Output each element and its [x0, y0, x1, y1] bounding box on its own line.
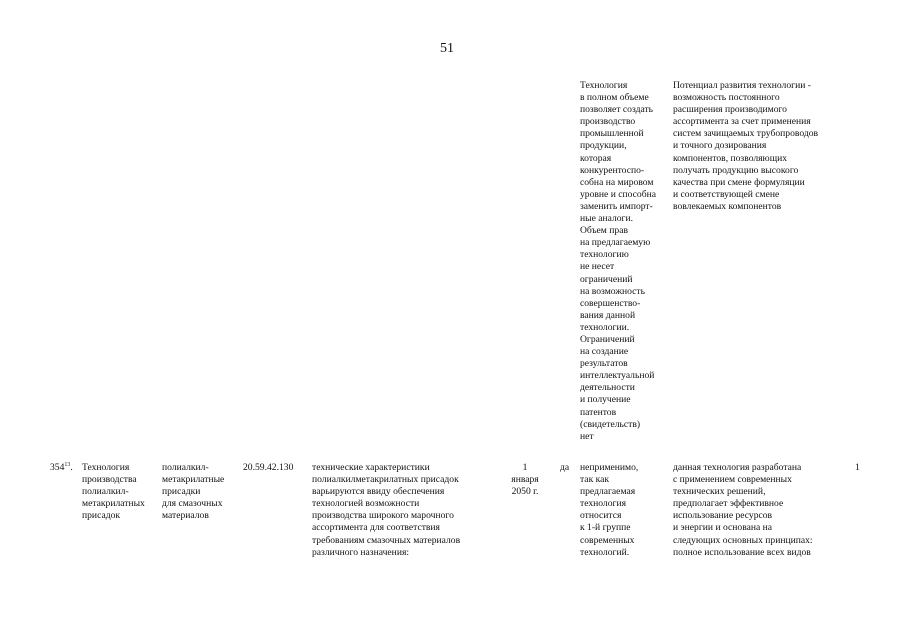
- text-line: 1: [522, 462, 528, 473]
- text-line: ассортимента для соответствия: [312, 522, 440, 534]
- group-cell: [855, 462, 860, 474]
- product-code-cell: [243, 462, 293, 474]
- text-line: интеллектуальной: [580, 370, 655, 382]
- row-number-suffix: .: [70, 462, 73, 473]
- text-line: варьируются ввиду обеспечения: [312, 486, 445, 498]
- text-line: для смазочных: [162, 498, 223, 510]
- text-line: неприменимо,: [580, 462, 639, 473]
- text-line: нет: [580, 430, 594, 442]
- text-line: получать продукцию высокого: [673, 164, 799, 176]
- text-line: на предлагаемую: [580, 237, 651, 249]
- text-line: Объем прав: [580, 225, 628, 237]
- text-line: технологией возможности: [312, 498, 420, 510]
- text-line: ограничений: [580, 273, 633, 285]
- text-line: данная технология разработана: [673, 462, 802, 473]
- text-line: присадок: [82, 510, 121, 522]
- page-number: 51: [440, 41, 454, 56]
- text-line: января: [511, 474, 539, 486]
- text-line: Потенциал развития технологии -: [673, 80, 811, 91]
- characteristics-cell: [312, 462, 460, 559]
- text-line: патентов: [580, 406, 617, 418]
- row-number-cell: [50, 462, 73, 474]
- text-line: производство: [580, 116, 636, 128]
- text-line: на возможность: [580, 285, 645, 297]
- text-line: с применением современных: [673, 474, 792, 486]
- text-line: технологии.: [580, 321, 630, 333]
- text-line: Ограничений: [580, 333, 635, 345]
- text-line: заменить импорт-: [580, 200, 653, 212]
- text-line: промышленной: [580, 128, 644, 140]
- top-justification-cell: [580, 80, 656, 443]
- justification-cell: [580, 462, 638, 559]
- text-line: следующих основных принципах:: [673, 534, 813, 546]
- text-line: результатов: [580, 358, 628, 370]
- text-line: продукции,: [580, 140, 627, 152]
- product-code: 20.59.42.130: [243, 462, 294, 473]
- row-number-superscript: 13: [64, 462, 71, 468]
- text-line: вания данной: [580, 309, 636, 321]
- text-line: в полном объеме: [580, 92, 649, 104]
- technology-name-cell: [82, 462, 145, 522]
- text-line: на создание: [580, 346, 629, 358]
- text-line: метакрилатных: [82, 498, 145, 510]
- text-line: технологий.: [580, 546, 630, 558]
- text-line: использование ресурсов: [673, 510, 773, 522]
- text-line: производства: [82, 474, 137, 486]
- text-line: расширения производимого: [673, 104, 787, 116]
- text-line: технология: [580, 498, 626, 510]
- text-line: конкурентоспо-: [580, 164, 645, 176]
- text-line: так как: [580, 474, 610, 486]
- text-line: 2050 г.: [511, 486, 539, 498]
- text-line: требованиям смазочных материалов: [312, 534, 461, 546]
- text-line: ассортимента за счет применения: [673, 116, 811, 128]
- text-line: полиалкил-: [82, 486, 129, 498]
- text-line: полиалкил-: [162, 462, 209, 473]
- text-line: производства широкого марочного: [312, 510, 454, 522]
- flag-value: да: [560, 462, 570, 473]
- text-line: позволяет создать: [580, 104, 654, 116]
- text-line: Технология: [580, 80, 628, 91]
- product-cell: [162, 462, 224, 522]
- text-line: и точного дозирования: [673, 140, 767, 152]
- text-line: к 1-й группе: [580, 522, 631, 534]
- text-line: которая: [580, 152, 612, 164]
- text-line: и получение: [580, 394, 631, 406]
- row-number: 354: [50, 462, 65, 473]
- text-line: полиалкилметакрилатных присадок: [312, 474, 459, 486]
- top-potential-cell: [673, 80, 818, 213]
- text-line: возможность постоянного: [673, 92, 780, 104]
- text-line: уровне и способна: [580, 188, 657, 200]
- text-line: материалов: [162, 510, 209, 522]
- text-line: вовлекаемых компонентов: [673, 200, 782, 212]
- text-line: различного назначения:: [312, 546, 410, 558]
- description-cell: [673, 462, 813, 559]
- text-line: относится: [580, 510, 622, 522]
- text-line: и энергии и основана на: [673, 522, 773, 534]
- text-line: не несет: [580, 261, 615, 273]
- text-line: совершенство-: [580, 297, 641, 309]
- group-value: 1: [855, 462, 860, 473]
- text-line: технических решений,: [673, 486, 766, 498]
- text-line: Технология: [82, 462, 130, 473]
- text-line: и соответствующей смене: [673, 188, 780, 200]
- text-line: технологию: [580, 249, 629, 261]
- text-line: предлагаемая: [580, 486, 636, 498]
- text-line: систем зачищаемых трубопроводов: [673, 128, 819, 140]
- text-line: присадки: [162, 486, 201, 498]
- text-line: ные аналоги.: [580, 213, 634, 225]
- text-line: (свидетельств): [580, 418, 641, 430]
- text-line: компонентов, позволяющих: [673, 152, 788, 164]
- text-line: современных: [580, 534, 635, 546]
- text-line: предполагает эффективное: [673, 498, 784, 510]
- flag-cell: [560, 462, 569, 474]
- text-line: качества при смене формуляции: [673, 176, 805, 188]
- text-line: деятельности: [580, 382, 635, 394]
- date-cell: [504, 462, 546, 498]
- text-line: технические характеристики: [312, 462, 430, 473]
- text-line: собна на мировом: [580, 176, 654, 188]
- text-line: полное использование всех видов: [673, 546, 811, 558]
- text-line: метакрилатные: [162, 474, 225, 486]
